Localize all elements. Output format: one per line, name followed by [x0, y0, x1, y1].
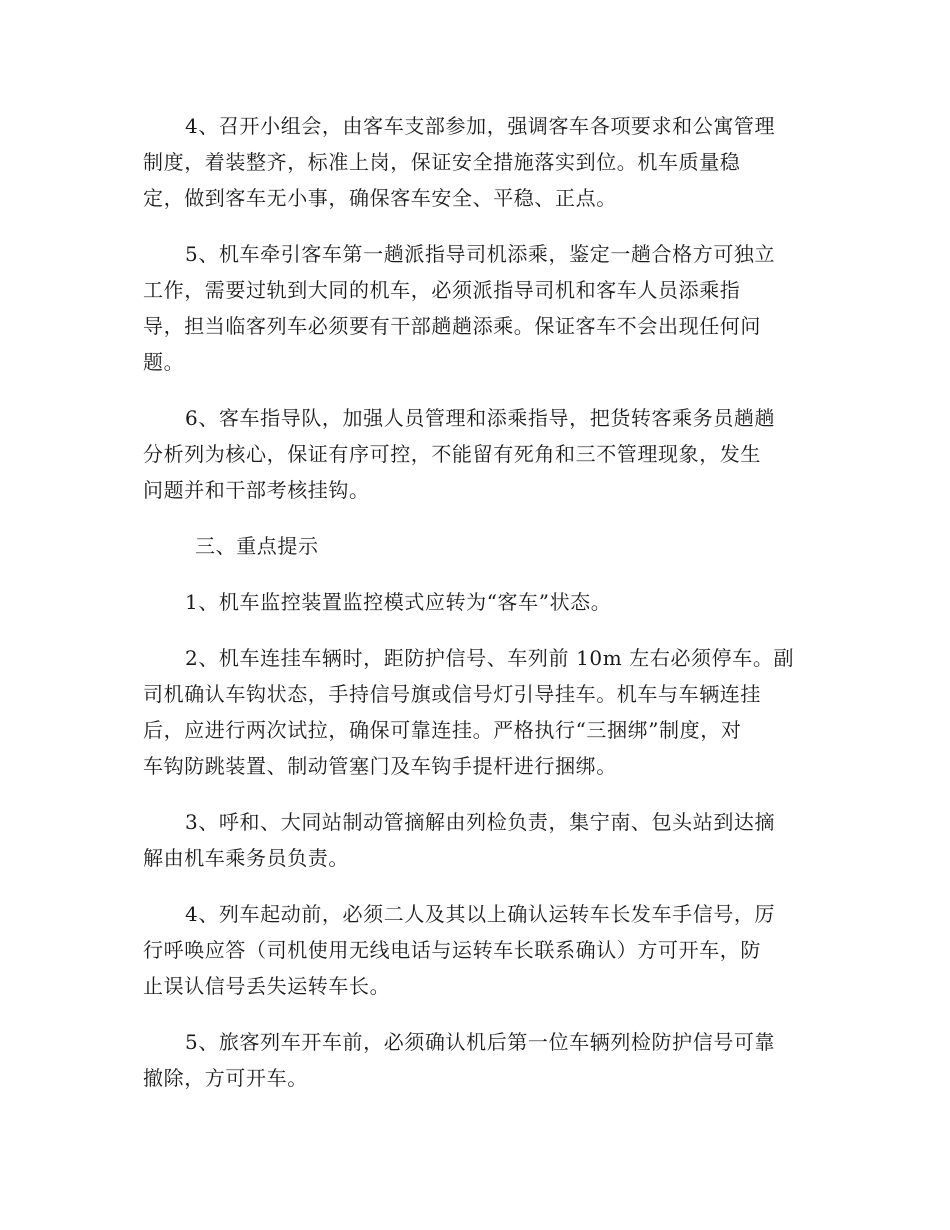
paragraph-line: 制度，着装整齐，标准上岗，保证安全措施落实到位。机车质量稳	[143, 150, 741, 174]
point-line: 5、旅客列车开车前，必须确认机后第一位车辆列检防护信号可靠	[185, 1030, 776, 1054]
paragraph-line: 工作，需要过轨到大同的机车，必须派指导司机和客车人员添乘指	[143, 278, 741, 302]
paragraph-line: 6、客车指导队，加强人员管理和添乘指导，把货转客乘务员趟趟	[185, 406, 776, 430]
point-line: 3、呼和、大同站制动管摘解由列检负责，集宁南、包头站到达摘	[185, 810, 776, 834]
point-line: 后，应进行两次试拉，确保可靠连挂。严格执行“三捆绑”制度，对	[143, 718, 742, 742]
point-item-2	[143, 640, 811, 784]
point-line: 2、机车连挂车辆时，距防护信号、车列前 10m 左右必须停车。副	[185, 646, 795, 670]
paragraph-line: 定，做到客车无小事，确保客车安全、平稳、正点。	[143, 186, 617, 210]
paragraph-line: 题。	[143, 350, 185, 374]
point-line: 司机确认车钩状态，手持信号旗或信号灯引导挂车。机车与车辆连挂	[143, 682, 761, 706]
paragraph-line: 问题并和干部考核挂钩。	[143, 478, 370, 502]
paragraph-line: 4、召开小组会，由客车支部参加，强调客车各项要求和公寓管理	[185, 114, 776, 138]
point-line: 车钩防跳装置、制动管塞门及车钩手提杆进行捆绑。	[143, 754, 617, 778]
point-item-3	[143, 804, 811, 876]
paragraph-item-6	[143, 400, 811, 508]
point-line: 行呼唤应答（司机使用无线电话与运转车长联系确认）方可开车，防	[143, 938, 761, 962]
document-body	[143, 108, 811, 1116]
point-line: 解由机车乘务员负责。	[143, 846, 349, 870]
point-item-4	[143, 896, 811, 1004]
section-heading: 三、重点提示	[195, 534, 319, 558]
point-line: 止误认信号丢失运转车长。	[143, 974, 391, 998]
paragraph-line: 分析列为核心，保证有序可控，不能留有死角和三不管理现象，发生	[143, 442, 761, 466]
paragraph-line: 导，担当临客列车必须要有干部趟趟添乘。保证客车不会出现任何问	[143, 314, 761, 338]
paragraph-item-4	[143, 108, 811, 216]
paragraph-line: 5、机车牵引客车第一趟派指导司机添乘，鉴定一趟合格方可独立	[185, 242, 776, 266]
point-line: 撤除，方可开车。	[143, 1066, 308, 1090]
point-line: 1、机车监控装置监控模式应转为“客车”状态。	[185, 590, 612, 614]
point-item-1	[143, 584, 811, 620]
point-line: 4、列车起动前，必须二人及其以上确认运转车长发车手信号，厉	[185, 902, 776, 926]
point-item-5	[143, 1024, 811, 1096]
paragraph-item-5	[143, 236, 811, 380]
